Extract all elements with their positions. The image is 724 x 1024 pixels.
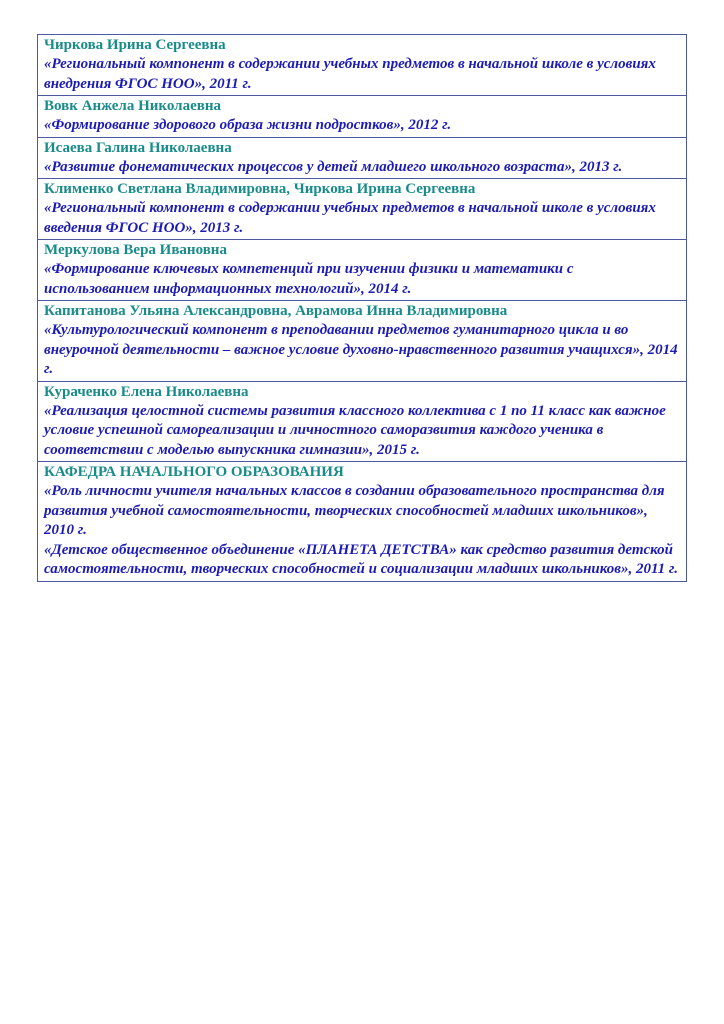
entry-title: «Формирование ключевых компетенций при изучении физики и математики с использованием информационных технологий», 2014 г. — [44, 261, 574, 297]
table-row — [38, 178, 686, 239]
table-row — [38, 300, 686, 381]
entry-title: «Региональный компонент в содержании учебных предметов в начальной школе в условиях внедрения ФГОС НОО», 2011 г. — [44, 56, 656, 92]
entry-authors: Исаева Галина Николаевна — [44, 139, 232, 156]
entry-title: «Реализация целостной системы развития классного коллектива с 1 по 11 класс как важное условие успешной самореализации и личностного саморазвития каждого ученика в соответствии с моделью выпускника гимназии», 2015 г. — [44, 402, 666, 458]
entry-title: «Культурологический компонент в преподавании предметов гуманитарного цикла и во внеурочной деятельности – важное условие духовно-нравственного развития учащихся», 2014 г. — [44, 322, 678, 377]
entry-authors: Меркулова Вера Ивановна — [44, 242, 227, 258]
table-row — [38, 137, 686, 179]
entry-authors: Клименко Светлана Владимировна, Чиркова Ирина Сергеевна — [44, 181, 476, 197]
entry-authors: Вовк Анжела Николаевна — [44, 98, 221, 114]
entry-title: «Формирование здорового образа жизни подростков», 2012 г. — [44, 117, 452, 133]
entry-title: «Региональный компонент в содержании учебных предметов в начальной школе в условиях введения ФГОС НОО», 2013 г. — [44, 200, 656, 236]
department-work-title: «Детское общественное объединение «ПЛАНЕТА ДЕТСТВА» как средство развития детской самостоятельности, творческих способностей и социализации младших школьников», 2011 г. — [44, 541, 678, 577]
department-row — [38, 461, 686, 581]
entry-authors: Чиркова Ирина Сергеевна — [44, 37, 226, 53]
department-heading: КАФЕДРА НАЧАЛЬНОГО ОБРАЗОВАНИЯ — [44, 464, 344, 480]
entry-title: «Развитие фонематических процессов у детей младшего школьного возраста», 2013 г. — [44, 158, 623, 175]
department-work-title: «Роль личности учителя начальных классов в создании образовательного пространства для развития учебной самостоятельности, творческих способностей младших школьников», 2010 г. — [44, 483, 665, 538]
table-row — [38, 381, 686, 462]
table-row — [38, 95, 686, 137]
table-row — [38, 239, 686, 300]
works-table — [37, 34, 687, 582]
entry-authors: Капитанова Ульяна Александровна, Аврамова Инна Владимировна — [44, 303, 508, 319]
entry-authors: Кураченко Елена Николаевна — [44, 383, 249, 400]
table-row — [38, 35, 686, 95]
